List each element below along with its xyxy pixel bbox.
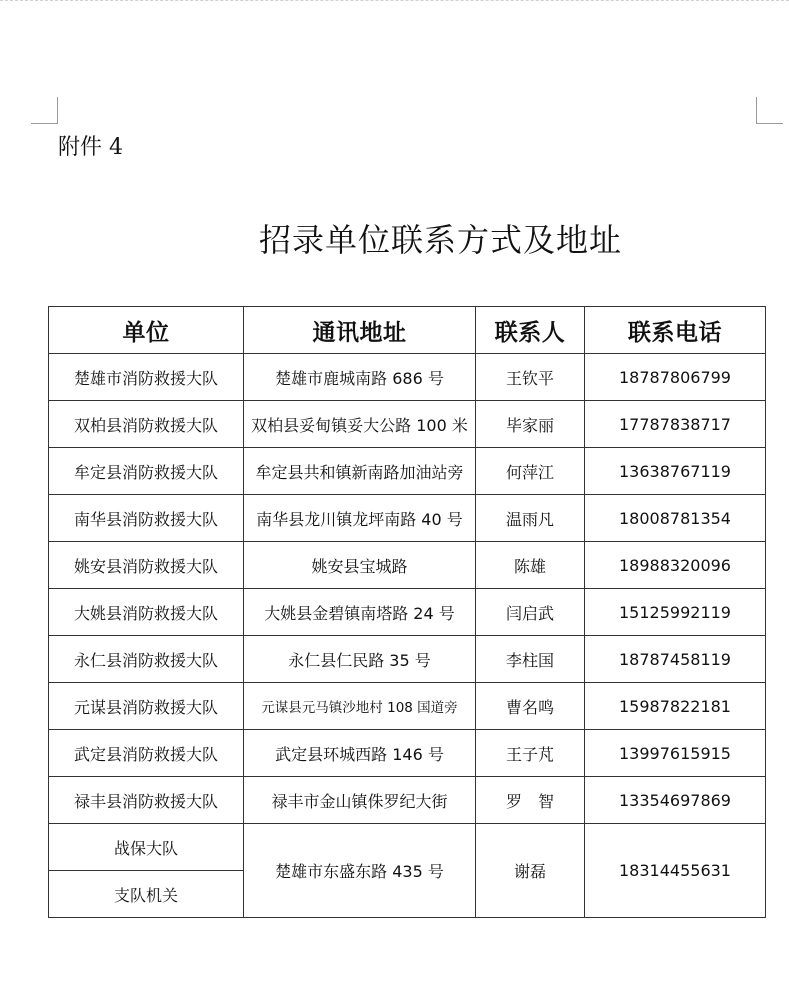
margin-corner-mark-right [756, 97, 783, 124]
address-cell: 楚雄市东盛东路 435 号 [244, 824, 476, 918]
table-row [49, 777, 766, 824]
table-row [49, 589, 766, 636]
contact-cell: 何萍江 [476, 448, 585, 495]
contact-cell: 李柱国 [476, 636, 585, 683]
address-cell: 禄丰市金山镇侏罗纪大街 [244, 777, 476, 824]
address-cell: 武定县环城西路 146 号 [244, 730, 476, 777]
header-address: 通讯地址 [244, 307, 476, 354]
header-unit: 单位 [49, 307, 244, 354]
address-cell: 楚雄市鹿城南路 686 号 [244, 354, 476, 401]
address-cell: 元谋县元马镇沙地村 108 国道旁 [244, 683, 476, 730]
phone-cell: 18787458119 [585, 636, 766, 683]
unit-cell: 元谋县消防救援大队 [49, 683, 244, 730]
page-top-dashed-rule [0, 0, 789, 3]
contact-cell: 温雨凡 [476, 495, 585, 542]
phone-cell: 17787838717 [585, 401, 766, 448]
unit-cell: 楚雄市消防救援大队 [49, 354, 244, 401]
phone-cell: 15125992119 [585, 589, 766, 636]
table-row [49, 354, 766, 401]
contact-cell: 罗 智 [476, 777, 585, 824]
address-cell: 姚安县宝城路 [244, 542, 476, 589]
contact-cell: 王子芃 [476, 730, 585, 777]
unit-cell: 姚安县消防救援大队 [49, 542, 244, 589]
table-row [49, 636, 766, 683]
phone-cell: 15987822181 [585, 683, 766, 730]
unit-cell: 南华县消防救援大队 [49, 495, 244, 542]
phone-cell: 13997615915 [585, 730, 766, 777]
header-phone: 联系电话 [585, 307, 766, 354]
unit-cell: 永仁县消防救援大队 [49, 636, 244, 683]
unit-cell: 禄丰县消防救援大队 [49, 777, 244, 824]
address-cell: 双柏县妥甸镇妥大公路 100 米 [244, 401, 476, 448]
phone-cell: 18008781354 [585, 495, 766, 542]
contact-cell: 毕家丽 [476, 401, 585, 448]
contact-cell: 闫启武 [476, 589, 585, 636]
contact-cell: 谢磊 [476, 824, 585, 918]
contact-cell: 王钦平 [476, 354, 585, 401]
address-cell: 永仁县仁民路 35 号 [244, 636, 476, 683]
address-cell: 南华县龙川镇龙坪南路 40 号 [244, 495, 476, 542]
table-row [49, 730, 766, 777]
unit-cell: 武定县消防救援大队 [49, 730, 244, 777]
unit-cell: 双柏县消防救援大队 [49, 401, 244, 448]
phone-cell: 18988320096 [585, 542, 766, 589]
address-cell: 大姚县金碧镇南塔路 24 号 [244, 589, 476, 636]
contact-table [48, 306, 766, 918]
table-row [49, 495, 766, 542]
header-contact: 联系人 [476, 307, 585, 354]
contact-cell: 陈雄 [476, 542, 585, 589]
unit-cell: 支队机关 [49, 871, 244, 918]
phone-cell: 18314455631 [585, 824, 766, 918]
unit-cell: 牟定县消防救援大队 [49, 448, 244, 495]
attachment-label: 附件 4 [58, 135, 123, 160]
document-title: 招录单位联系方式及地址 [258, 221, 622, 259]
table-row [49, 401, 766, 448]
unit-cell: 大姚县消防救援大队 [49, 589, 244, 636]
phone-cell: 13638767119 [585, 448, 766, 495]
phone-cell: 18787806799 [585, 354, 766, 401]
address-cell: 牟定县共和镇新南路加油站旁 [244, 448, 476, 495]
table-row-merged [49, 824, 766, 871]
margin-corner-mark-left [31, 97, 58, 124]
table-header-row [49, 307, 766, 354]
phone-cell: 13354697869 [585, 777, 766, 824]
contact-cell: 曹名鸣 [476, 683, 585, 730]
unit-cell: 战保大队 [49, 824, 244, 871]
table-row [49, 683, 766, 730]
table-row [49, 542, 766, 589]
table-row [49, 448, 766, 495]
